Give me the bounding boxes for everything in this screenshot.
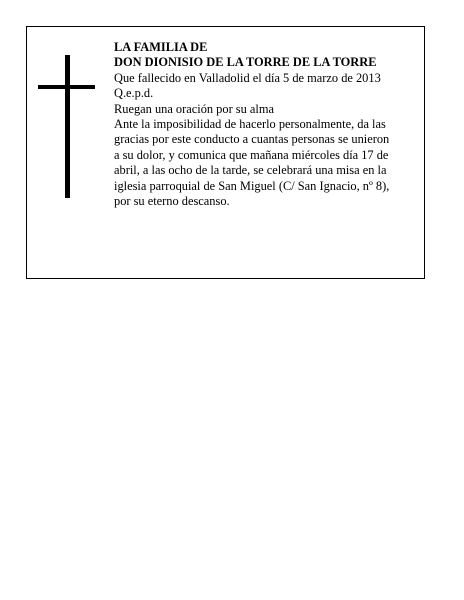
announcement-line: por su eterno descanso. bbox=[114, 194, 230, 209]
family-heading: LA FAMILIA DE bbox=[114, 40, 208, 54]
obituary-notice-frame bbox=[26, 26, 425, 279]
announcement-line: gracias por este conducto a cuantas personas se unieron bbox=[114, 132, 390, 147]
rip-abbreviation: Q.e.p.d. bbox=[114, 86, 154, 101]
death-statement: Que fallecido en Valladolid el día 5 de marzo de 2013 bbox=[114, 70, 381, 85]
prayer-request: Ruegan una oración por su alma bbox=[114, 101, 274, 116]
cross-horizontal-bar bbox=[38, 85, 95, 89]
announcement-line: iglesia parroquial de San Miguel (C/ San Ignacio, nº 8), bbox=[114, 178, 390, 193]
cross-vertical-bar bbox=[65, 55, 70, 198]
announcement-paragraph bbox=[114, 117, 420, 209]
announcement-line: abril, a las ocho de la tarde, se celebrará una misa en la bbox=[114, 163, 387, 178]
obituary-text bbox=[114, 40, 420, 209]
deceased-name: DON DIONISIO DE LA TORRE DE LA TORRE bbox=[114, 55, 377, 70]
announcement-line: a su dolor, y comunica que mañana miércoles día 17 de bbox=[114, 147, 389, 162]
announcement-line: Ante la imposibilidad de hacerlo personalmente, da las bbox=[114, 117, 386, 132]
